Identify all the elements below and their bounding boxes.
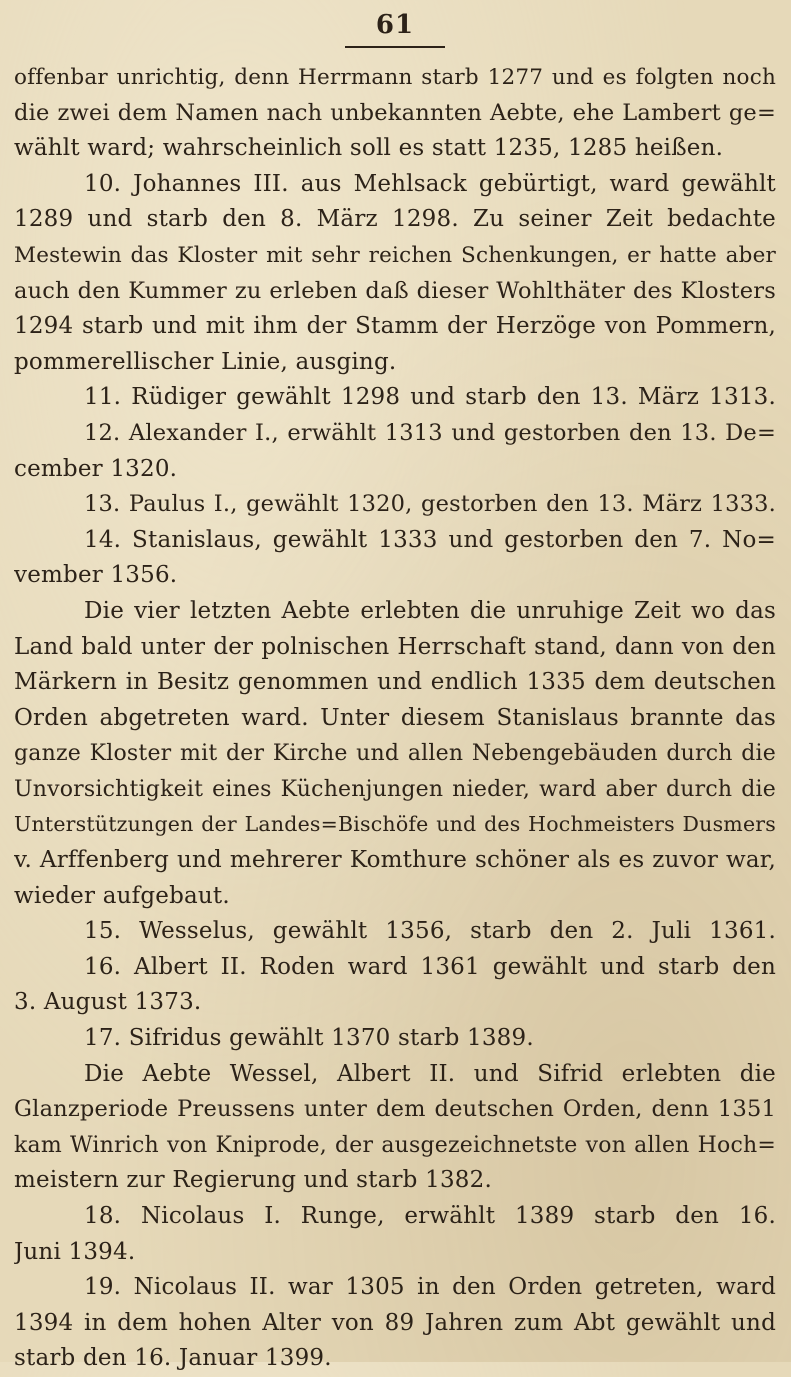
text-line: Land bald unter der polnischen Herrschaft stand, dann von den [14,633,776,660]
text-line: 10. Johannes III. aus Mehlsack gebürtigt, ward gewählt [84,170,776,197]
text-line: auch den Kummer zu erleben daß dieser Wohlthäter des Klosters [14,277,776,304]
text-line: vember 1356. [14,562,178,589]
text-line: 17. Sifridus gewählt 1370 starb 1389. [84,1025,534,1052]
text-line: 3. August 1373. [14,989,202,1016]
text-line: pommerellischer Linie, ausging. [14,348,397,375]
text-line: 18. Nicolaus I. Runge, erwählt 1389 starb den 16. [84,1203,776,1229]
book-page [14,10,776,1377]
text-line: Märkern in Besitz genommen und endlich 1335 dem deutschen [14,669,776,696]
text-line: 15. Wesselus, gewählt 1356, starb den 2. Juli 1361. [84,918,776,945]
text-line: Orden abgetreten ward. Unter diesem Stanislaus brannte das [14,704,776,731]
text-line: 1394 in dem hohen Alter von 89 Jahren zum Abt gewählt und [14,1309,776,1336]
text-line: 1289 und starb den 8. März 1298. Zu seiner Zeit bedachte [14,206,776,233]
text-line: Die vier letzten Aebte erlebten die unruhige Zeit wo das [84,597,776,624]
text-line: Unterstützungen der Landes=Bischöfe und des Hochmeisters Dusmers [14,812,776,837]
text-line: wieder aufgebaut. [14,882,230,909]
text-line: wählt ward; wahrscheinlich soll es statt 1235, 1285 heißen. [14,135,724,162]
text-line: kam Winrich von Kniprode, der ausgezeichnetste von allen Hoch= [14,1132,776,1158]
text-line: 12. Alexander I., erwählt 1313 und gestorben den 13. De= [84,419,776,446]
text-line: 14. Stanislaus, gewählt 1333 und gestorben den 7. No= [84,526,776,553]
text-line: offenbar unrichtig, denn Herrmann starb 1277 und es folgten noch [14,65,776,90]
text-line: Juni 1394. [14,1238,136,1265]
text-line: Glanzperiode Preussens unter dem deutschen Orden, denn 1351 [14,1096,776,1123]
text-line: meistern zur Regierung und starb 1382. [14,1167,492,1194]
page-number: 61 [375,10,415,40]
text-line: Unvorsichtigkeit eines Küchenjungen nieder, ward aber durch die [14,776,776,802]
text-line: 19. Nicolaus II. war 1305 in den Orden getreten, ward [84,1274,776,1301]
body-text [14,60,776,1377]
text-line: starb den 16. Januar 1399. [14,1345,332,1372]
text-line: 16. Albert II. Roden ward 1361 gewählt und starb den [84,953,776,980]
text-line: cember 1320. [14,455,178,482]
text-line: 13. Paulus I., gewählt 1320, gestorben den 13. März 1333. [84,491,776,518]
text-line: v. Arffenberg und mehrerer Komthure schöner als es zuvor war, [14,847,776,874]
text-line: Die Aebte Wessel, Albert II. und Sifrid erlebten die [84,1060,776,1087]
text-line: 1294 starb und mit ihm der Stamm der Herzöge von Pommern, [14,313,776,340]
header-rule [345,46,445,48]
text-line: ganze Kloster mit der Kirche und allen Nebengebäuden durch die [14,741,776,767]
text-line: die zwei dem Namen nach unbekannten Aebte, ehe Lambert ge= [14,99,776,126]
text-line: Mestewin das Kloster mit sehr reichen Schenkungen, er hatte aber [14,242,776,268]
text-line: 11. Rüdiger gewählt 1298 und starb den 13. März 1313. [84,384,776,411]
